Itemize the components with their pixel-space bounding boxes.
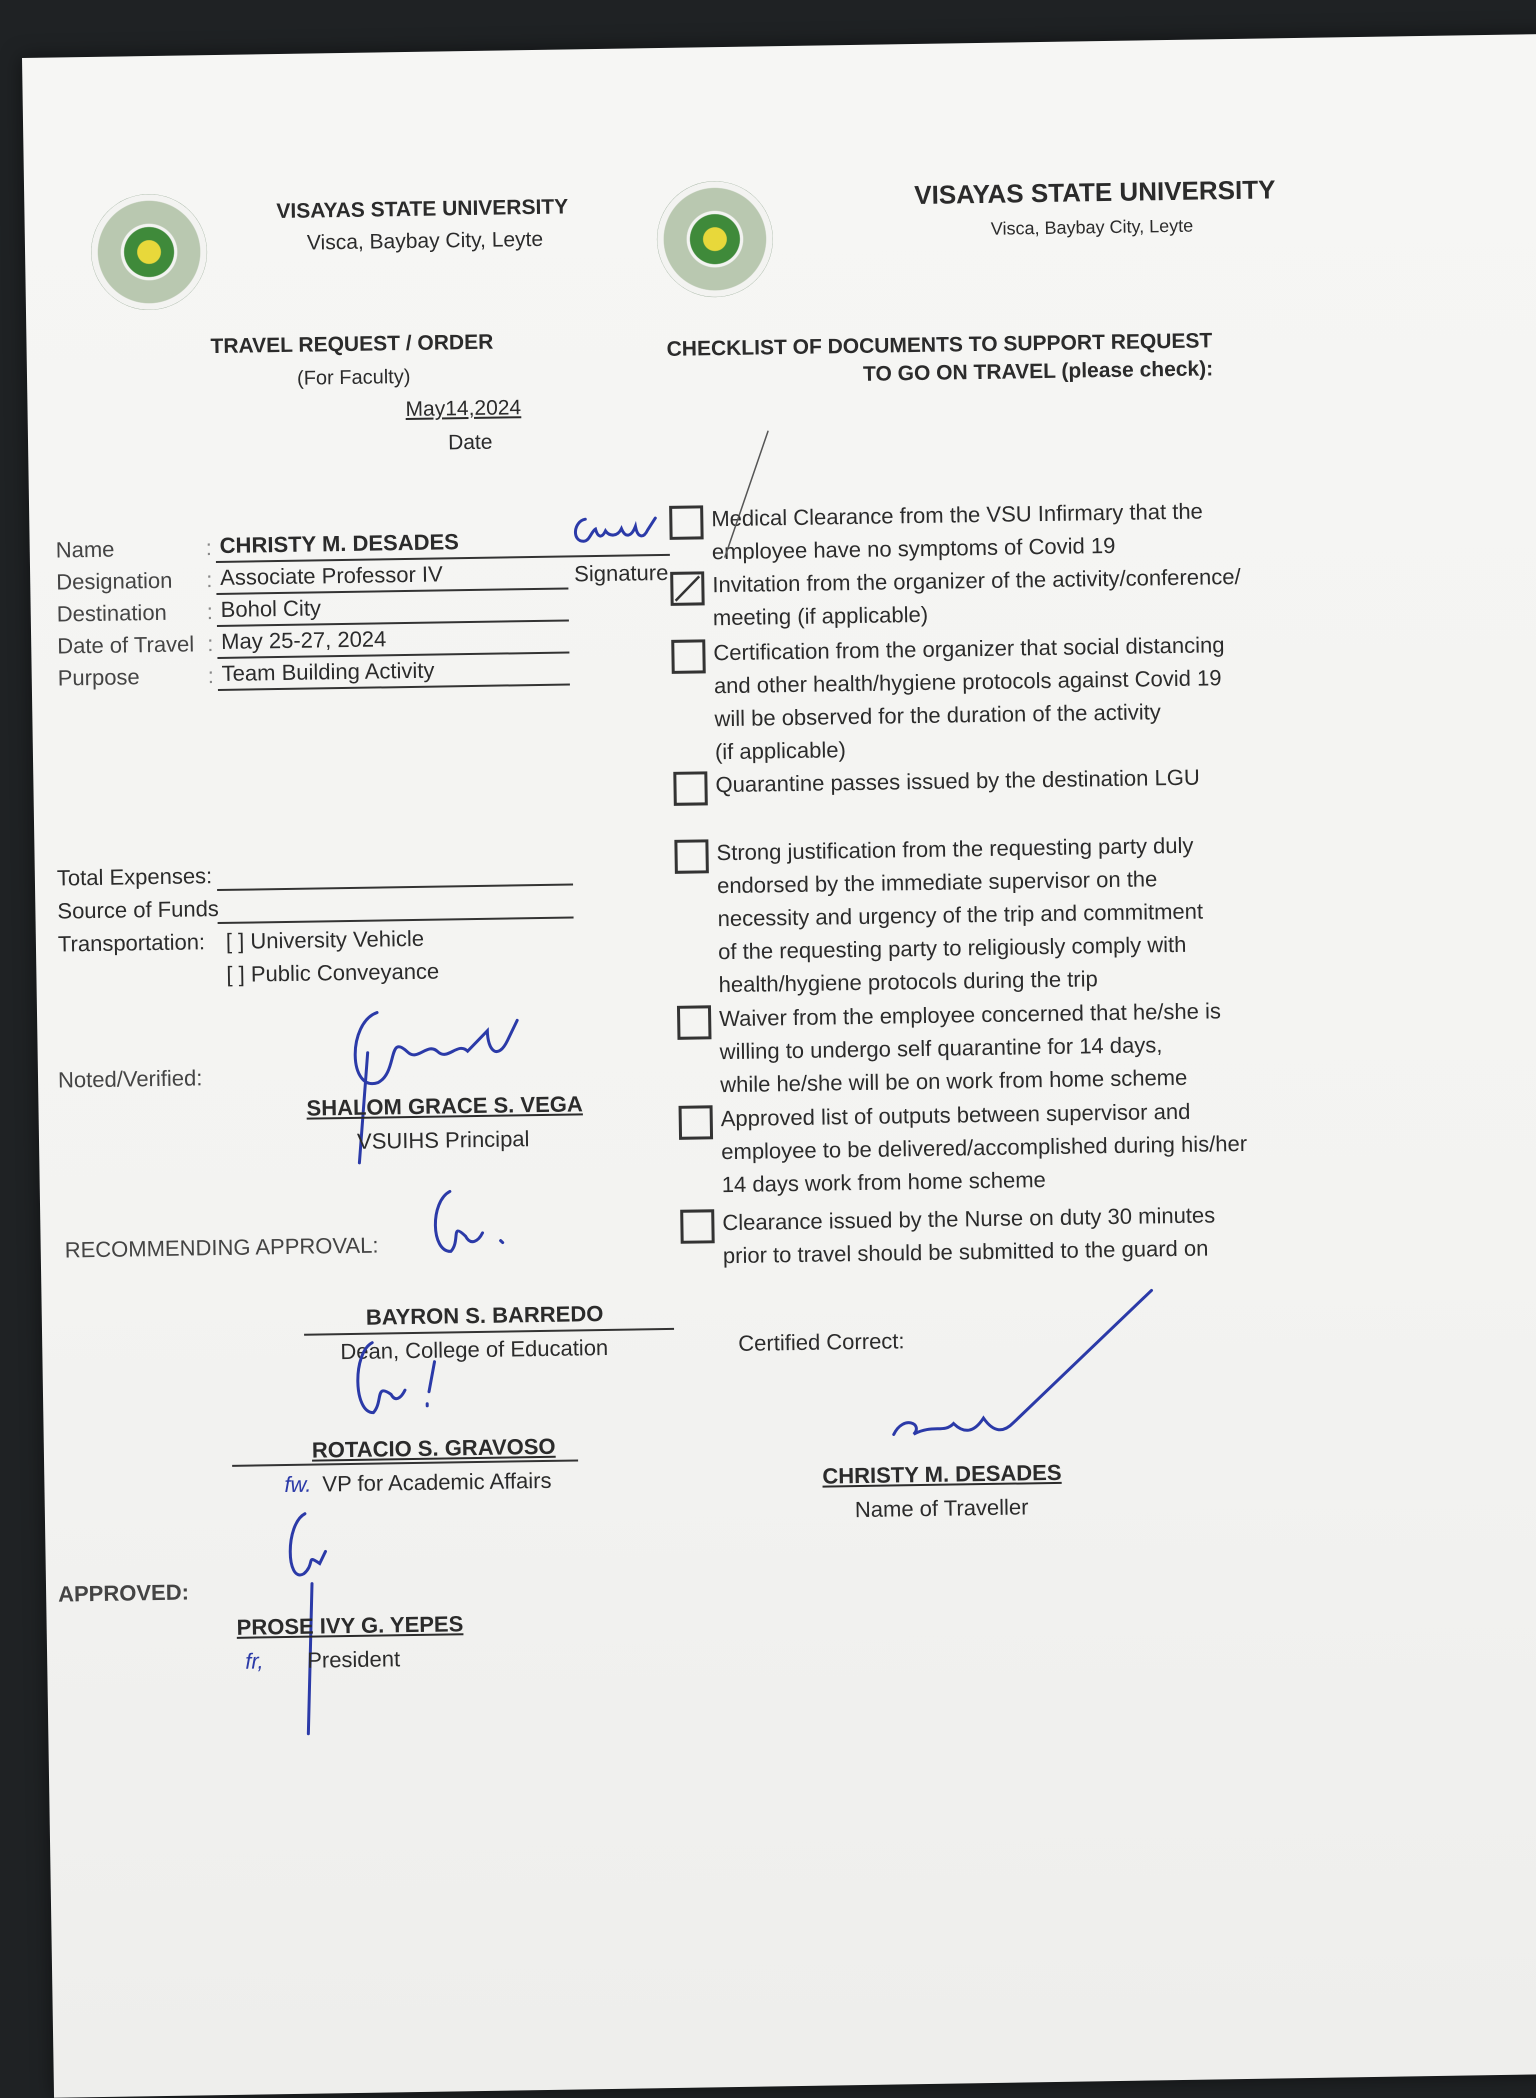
noted-title: VSUIHS Principal — [356, 1126, 530, 1154]
colon: : — [207, 631, 214, 657]
request-date: May14,2024 — [405, 396, 522, 422]
checklist-item-text: health/hygiene protocols during the trip — [718, 966, 1098, 998]
checklist-checkbox[interactable] — [680, 1209, 715, 1244]
checklist-item-text: Invitation from the organizer of the activity/conference/ — [712, 563, 1241, 598]
checklist-item-text: and other health/hygiene protocols against Covid 19 — [713, 665, 1222, 699]
field-label-date-of-travel: Date of Travel — [57, 631, 195, 659]
source-of-funds-line — [218, 916, 574, 924]
recommending-approval-label: RECOMMENDING APPROVAL: — [64, 1232, 379, 1263]
recommender1-title: Dean, College of Education — [340, 1334, 609, 1365]
checklist-item-text: will be observed for the duration of the activity — [714, 699, 1161, 732]
field-value-purpose: Team Building Activity — [221, 657, 435, 686]
colon: : — [207, 663, 215, 689]
checklist-item-text: prior to travel should be submitted to the guard on — [722, 1235, 1209, 1269]
source-of-funds-label: Source of Funds — [57, 896, 220, 924]
checklist-item-text: necessity and urgency of the trip and commitment — [717, 898, 1204, 932]
checklist-item-text: 14 days work from home scheme — [721, 1167, 1046, 1198]
check-stroke — [718, 426, 780, 567]
checklist-item-text: Strong justification from the requesting party duly — [716, 832, 1194, 866]
traveller-name: CHRISTY M. DESADES — [822, 1459, 1062, 1489]
approved-label: APPROVED: — [57, 1579, 190, 1607]
field-value-date-of-travel: May 25-27, 2024 — [220, 626, 387, 654]
approved-prefix: fr, — [245, 1648, 264, 1674]
total-expenses-label: Total Expenses: — [56, 863, 213, 891]
checklist-checkbox[interactable] — [671, 639, 706, 674]
date-label: Date — [447, 430, 493, 455]
form-subtitle: (For Faculty) — [296, 365, 411, 390]
checklist-item-text: Clearance issued by the Nurse on duty 30 minutes — [722, 1202, 1216, 1236]
checklist-checkbox[interactable] — [669, 505, 704, 540]
checklist-item-text: Medical Clearance from the VSU Infirmary that the — [711, 498, 1203, 532]
checklist-item-text: Certification from the organizer that social distancing — [713, 632, 1225, 666]
colon: : — [206, 567, 213, 593]
recommender1-name: BAYRON S. BARREDO — [365, 1301, 604, 1330]
checklist-item-text: while he/she will be on work from home scheme — [720, 1064, 1188, 1098]
field-label-destination: Destination — [56, 599, 167, 627]
certified-correct-label: Certified Correct: — [738, 1328, 905, 1356]
checklist-title-1: CHECKLIST OF DOCUMENTS TO SUPPORT REQUEST — [666, 329, 1213, 361]
checklist-item-text: employee have no symptoms of Covid 19 — [711, 532, 1116, 565]
checklist-item-text: Quarantine passes issued by the destination LGU — [715, 764, 1200, 798]
university-name-right: VISAYAS STATE UNIVERSITY — [914, 174, 1276, 211]
check-mark-icon — [673, 574, 701, 602]
recommender2-name: ROTACIO S. GRAVOSO — [311, 1433, 556, 1463]
field-label-name: Name — [55, 536, 115, 563]
recommender2-title: VP for Academic Affairs — [322, 1467, 552, 1497]
traveller-label: Name of Traveller — [854, 1494, 1029, 1523]
university-seal-logo-right — [656, 180, 774, 298]
dean-signature — [420, 1180, 531, 1272]
checklist-item-text: Waiver from the employee concerned that he/she is — [718, 998, 1222, 1032]
colon: : — [206, 599, 214, 625]
checklist-checkbox[interactable] — [670, 571, 705, 606]
noted-name: SHALOM GRACE S. VEGA — [306, 1091, 583, 1121]
university-seal-logo — [90, 193, 208, 311]
checklist-checkbox[interactable] — [679, 1105, 714, 1140]
checklist-item-text: willing to undergo self quarantine for 14 days, — [719, 1032, 1163, 1065]
checklist-item-text: (if applicable) — [714, 737, 847, 765]
checklist-checkbox[interactable] — [673, 771, 708, 806]
document-page — [22, 33, 1536, 2097]
checklist-item-text: endorsed by the immediate supervisor on the — [716, 866, 1158, 899]
checklist-item-text: meeting (if applicable) — [712, 601, 929, 631]
checklist-checkbox[interactable] — [677, 1005, 712, 1040]
checklist-checkbox[interactable] — [674, 839, 709, 874]
field-value-destination: Bohol City — [220, 595, 322, 622]
transport-option-university-vehicle[interactable]: [ ] University Vehicle — [225, 925, 425, 954]
noted-verified-label: Noted/Verified: — [57, 1065, 203, 1093]
transportation-label: Transportation: — [57, 929, 206, 957]
checklist-item-text: of the requesting party to religiously comply with — [717, 931, 1187, 965]
field-value-designation: Associate Professor IV — [219, 561, 443, 590]
traveller-signature — [881, 1280, 1164, 1474]
checklist-item-text: Approved list of outputs between supervisor and — [720, 1098, 1191, 1132]
recommender2-prefix: fw. — [284, 1471, 312, 1498]
approved-name: PROSE IVY G. YEPES — [236, 1611, 464, 1640]
colon: : — [205, 535, 213, 561]
checklist-title-2: TO GO ON TRAVEL (please check): — [862, 357, 1214, 386]
signature-label: Signature — [573, 559, 669, 587]
form-title: TRAVEL REQUEST / ORDER — [210, 330, 494, 359]
checklist-item-text: employee to be delivered/accomplished during his/her — [721, 1130, 1248, 1165]
traveler-signature-initials — [565, 510, 666, 552]
university-name-left: VISAYAS STATE UNIVERSITY — [276, 195, 569, 224]
university-address-right: Visca, Baybay City, Leyte — [990, 215, 1194, 239]
field-label-purpose: Purpose — [57, 664, 140, 691]
approved-title: President — [307, 1646, 401, 1673]
university-address-left: Visca, Baybay City, Leyte — [306, 227, 544, 255]
transport-option-public-conveyance[interactable]: [ ] Public Conveyance — [226, 958, 440, 987]
total-expenses-line — [217, 883, 573, 891]
field-label-designation: Designation — [56, 567, 173, 595]
field-value-name: CHRISTY M. DESADES — [219, 529, 460, 558]
